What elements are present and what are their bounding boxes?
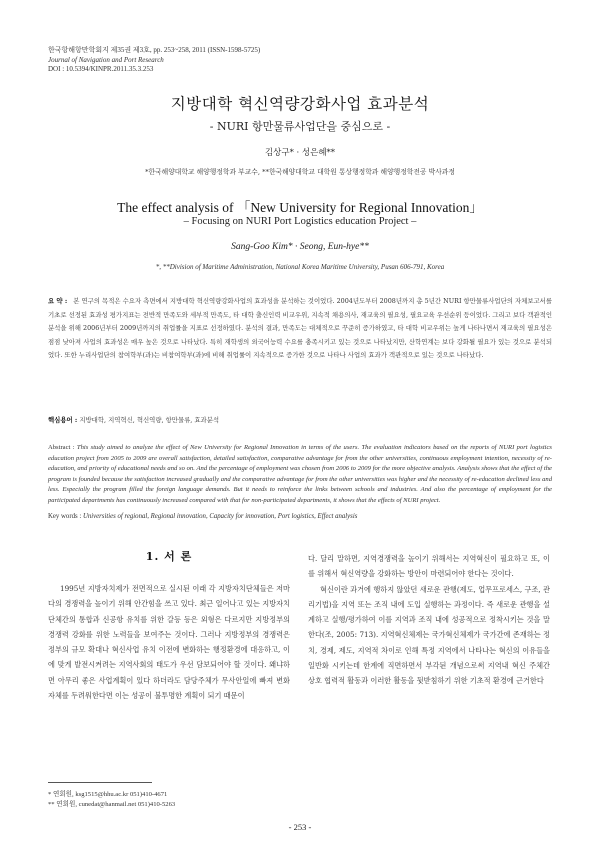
keywords-korean-label: 핵심용어 : [48, 416, 78, 424]
subtitle-korean: - NURI 항만물류사업단을 중심으로 - [209, 120, 391, 133]
authors-korean: 김상구* · 성은혜** [264, 148, 336, 158]
abstract-korean [48, 295, 552, 363]
title-korean: 지방대학 혁신역량강화사업 효과분석 [170, 95, 430, 113]
keywords-korean-text: 지방대학, 지역혁신, 혁신역량, 항만물류, 효과분석 [79, 416, 220, 424]
keywords-english-text: Universities of regional, Regional innovation, Capacity for innovation, Port logistics, Effect analysis [82, 513, 358, 520]
body-paragraph: 혁신이란 과거에 행하지 않았던 새로운 관행(제도, 업무프로세스, 구조, 관리기법)을 지역 또는 조직 내에 도입 실행하는 과정이다. 즉 새로운 관행을 설계하고 실행/평가하여 이를 지역과 조직 내에 성공적으로 정착시키는 것을 말한다(조, 2005: 713). 지역혁신체제는 국가혁신체제가 국가간에 존재하는 정치, 경제, 제도, 지역적 차이로 인해 특정 지역에서 나타나는 혁신의 이유들을 일반화 시키는데 한계에 직면하면서 부각된 개념으로써 지역내 혁신 주체간 상호 협력적 활동과 이러한 활동을 뒷받침하기 위한 기초적 환경에 근거한다 [308, 584, 550, 686]
affiliation-english: *, **Division of Maritime Administration, National Korea Maritime University, Pusan 606-791, Korea [155, 263, 445, 271]
authors-english: Sang-Goo Kim* · Seong, Eun-hye** [231, 242, 369, 252]
abstract-korean-label: 요 약 : [48, 297, 68, 305]
footnote-author-1: * 연회원, ksg1515@hhu.ac.kr 051)410-4671 [48, 791, 168, 798]
body-paragraph: 다. 달리 말하면, 지역경쟁력을 높이기 위해서는 지역혁신이 필요하고 또, 이를 위해서 혁신역량을 강화하는 방안이 마련되어야 한다는 것이다. [308, 554, 550, 579]
page-number: - 253 - [288, 822, 312, 832]
affiliation-korean: *한국해양대학교 해양행정학과 부교수, **한국해양대학교 대학원 통상행정학과 해양행정학전공 박사과정 [145, 168, 455, 176]
body-column-left [48, 581, 290, 703]
body-column-right [308, 551, 550, 689]
section-title-introduction: 1. 서 론 [145, 550, 193, 563]
title-english: The effect analysis of 「New University for Regional Innovation」 [117, 200, 483, 215]
subtitle-english: – Focusing on NURI Port Logistics education Project – [183, 216, 417, 227]
keywords-english [48, 513, 552, 520]
keywords-english-label: Key words : [48, 513, 82, 520]
footnote-author-2: ** 연회원, cunedat@hanmail.net 051)410-5263 [48, 801, 176, 808]
journal-header [48, 46, 260, 75]
footnotes [48, 790, 175, 810]
abstract-english-label: Abstract : [48, 444, 75, 451]
journal-citation: 한국항해항만학회지 제35권 제3호, pp. 253~258, 2011 (ISSN-1598-5725) [48, 46, 261, 54]
journal-name-en: Journal of Navigation and Port Research [48, 55, 164, 64]
abstract-english-text: This study aimed to analyze the effect of New University for Regional Innovation in terms of the users. The evaluation indicators based on the reports of NURI port logistics education project from 2005 to 2009 are overall satisfaction, detailed satisfaction, comparative advantage for from the other universities, continuous employment intention, necessity of re-education, and priority of educational needs and so on. And the percentage of employment was chosen from 2006 to 2009 for the more objective analysis. Analysis shows that the effect of the program is founded because the satisfaction increased gradually and the comparative advantage for from the other universities was higher and the necessity of re-education declined less and less. Especially the program filled the foreign language demands. But it needs to reinforce the links between schools and industries. And also the percentage of employment for the participated departments has continuously increased compared with that for non-participated departments, it shows that the effects of NURI project. [48, 444, 552, 504]
footnote-divider [48, 782, 152, 783]
keywords-korean [48, 415, 552, 424]
doi: DOI : 10.5394/KINPR.2011.35.3.253 [48, 65, 154, 73]
abstract-korean-text: 본 연구의 목적은 수요자 측면에서 지방대학 혁신역량강화사업의 효과성을 분석하는 것이었다. 2004년도부터 2008년까지 총 5년간 NURI 항만물류사업단의 자체보고서를 기초로 선정된 효과성 평가지표는 전반적 만족도와 세부적 만족도, 타 대학 출신인력 비교우위, 지속적 채용의사, 재교육의 필요성, 필요교육 우선순위 등이었다. 그리고 보다 객관적인 분석을 위해 2006년부터 2009년까지의 취업률을 지표로 선정하였다. 분석의 결과, 만족도는 대체적으로 꾸준히 증가하였고, 타 대학 비교우위는 높게 나타나면서 재교육의 필요성은 점점 낮아져 사업의 효과성은 매우 높은 것으로 나타났다. 특히 재학생의 외국어능력 수요를 충족시키고 있는 것으로 나타났지만, 산학연계는 보다 강화될 필요가 있는 것으로 분석되었다. 또한 누리사업단의 참여학부(과)는 비참여학부(과)에 비해 취업률이 지속적으로 증가한 것으로 나타나 사업의 효과가 객관적으로 있는 것으로 나타났다. [48, 297, 553, 360]
abstract-english [48, 443, 552, 507]
body-paragraph: 1995년 지방자치제가 전면적으로 실시된 이래 각 지방자치단체들은 저마다의 경쟁력을 높이기 위해 안간힘을 쓰고 있다. 최근 일어나고 있는 지방자치단체간의 통합과 신공항 유치를 위한 갈등 등은 외형은 다르지만 지방정부의 경쟁력 강화를 위한 노력들을 보여주는 것이다. 그러나 지방정부의 경쟁력은 정부의 규모 확대나 혁신사업 유치 이전에 변화하는 행정환경에 대응하고, 이에 맞게 발전시켜려는 지역사회의 태도가 우선 담보되어야 할 것이다. 왜냐하면 아무리 좋은 사업계획이 있다 하더라도 담당주체가 무사안일에 빠져 변화자체를 두려워한다면 이는 성공이 불투명한 계획이 되기 때문이 [48, 584, 290, 701]
